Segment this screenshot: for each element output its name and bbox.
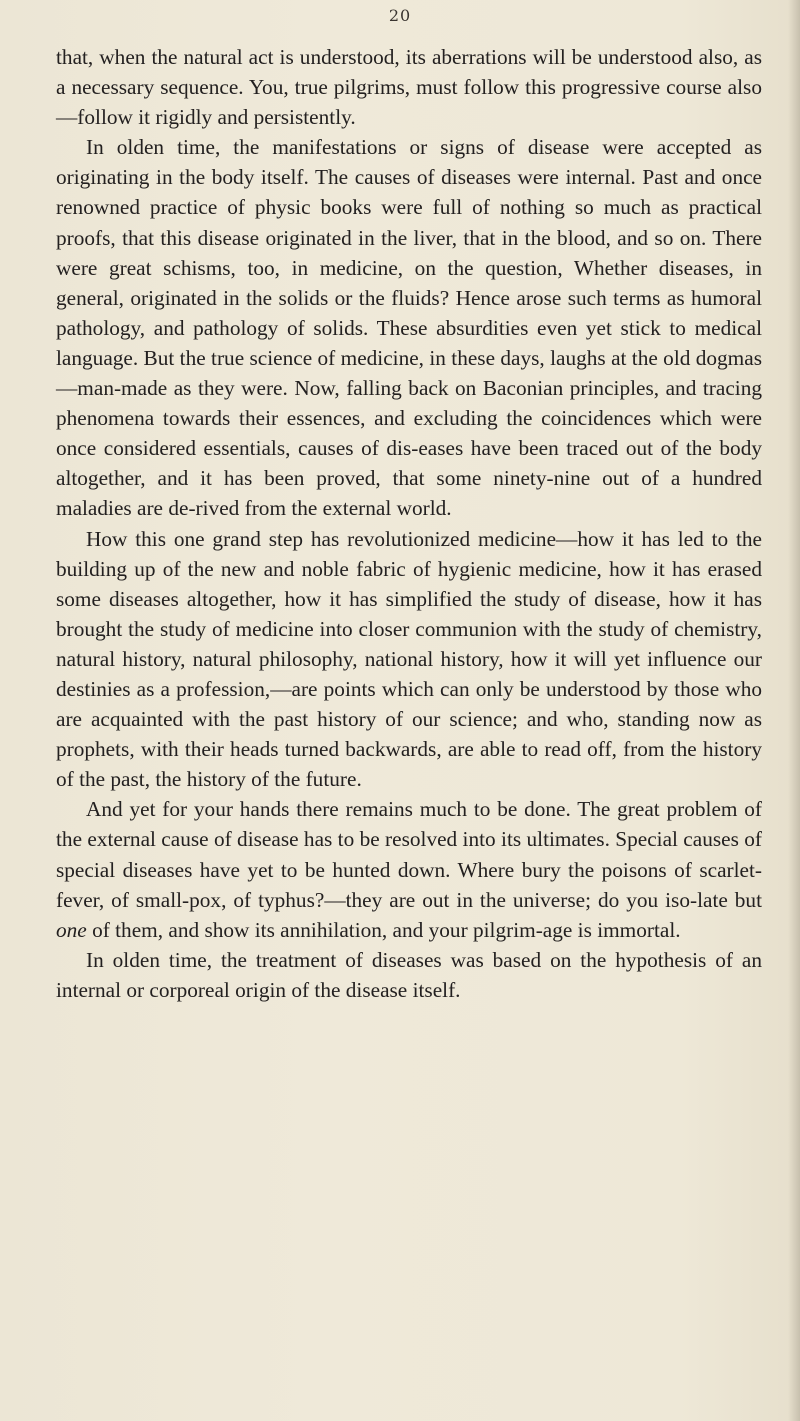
paragraph-text: In olden time, the treatment of diseases was based on the hypothesis of an internal or corporeal origin of the disease itself. [56,947,762,1002]
paragraph-continuation [56,42,762,132]
paragraph-text: of them, and show its annihilation, and your pilgrim-age is immortal. [86,917,681,942]
body-text [56,42,762,1005]
paragraph-text: And yet for your hands there remains much to be done. The great problem of the external cause of disease has to be resolved into its ultimates. Special causes of special diseases have yet to be hunted down. Where bury the poisons of scarlet-fever, of small-pox, of typhus?—they are out in the universe; do you iso-late but [56,797,762,912]
paragraph [56,132,762,523]
paragraph [56,524,762,795]
italic-emphasis: one [56,917,87,942]
paragraph-text: In olden time, the manifestations or signs of disease were accepted as originating in the body itself. The causes of diseases were internal. Past and once renowned practice of physic books were full of nothing so much as practical proofs, that this disease originated in the liver, that in the blood, and so on. There were great schisms, too, in medicine, on the question, Whether diseases, in general, originated in the solids or the fluids? Hence arose such terms as humoral pathology, and pathology of solids. These absurdities even yet stick to medical language. But the true science of medicine, in these days, laughs at the old dogmas—man-made as they were. Now, falling back on Baconian principles, and tracing phenomena towards their essences, and excluding the coincidences which were once considered essentials, causes of dis-eases have been traced out of the body altogether, and it has been proved, that some ninety-nine out of a hundred maladies are de-rived from the external world. [56,135,762,521]
page-edge-shadow [788,0,800,1421]
page-number: 20 [388,6,412,25]
paragraph [56,945,762,1005]
paragraph-text: that, when the natural act is understood, its aberrations will be understood also, as a necessary sequence. You, true pilgrims, must follow this progressive course also—follow it rigidly and persistently. [56,45,762,130]
paragraph [56,794,762,944]
paragraph-text: How this one grand step has revolutionized medicine—how it has led to the building up of the new and noble fabric of hygienic medicine, how it has erased some diseases altogether, how it has simplified the study of disease, how it has brought the study of medicine into closer communion with the study of chemistry, natural history, natural philosophy, national history, how it will yet influence our destinies as a profession,—are points which can only be understood by those who are acquainted with the past history of our science; and who, standing now as prophets, with their heads turned backwards, are able to read off, from the history of the past, the history of the future. [56,526,762,792]
